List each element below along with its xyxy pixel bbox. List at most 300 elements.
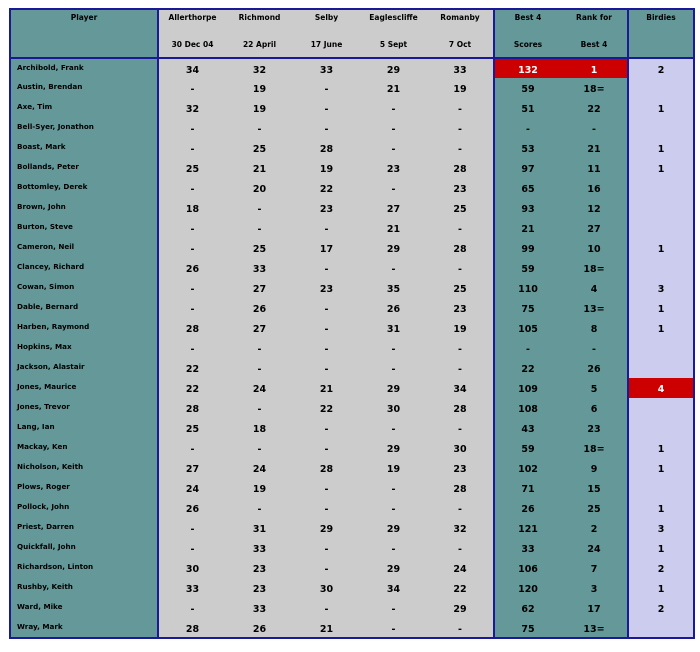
- birdies-count: 1: [628, 498, 694, 518]
- player-name: Ward, Mike: [10, 598, 158, 618]
- best4-score: 33: [494, 538, 561, 558]
- event-score: 23: [427, 178, 494, 198]
- event-score: 28: [158, 618, 226, 638]
- event-score: -: [226, 358, 293, 378]
- player-name: Priest, Darren: [10, 518, 158, 538]
- best4-score: 110: [494, 278, 561, 298]
- player-name: Jones, Trevor: [10, 398, 158, 418]
- table-row: [10, 338, 694, 358]
- event-score: -: [427, 138, 494, 158]
- birdies-count: 1: [628, 158, 694, 178]
- best4-score: 43: [494, 418, 561, 438]
- best4-score: 121: [494, 518, 561, 538]
- event-header-date: 5 Sept: [360, 31, 427, 58]
- event-score: -: [158, 598, 226, 618]
- event-score: -: [293, 478, 360, 498]
- event-score: 35: [360, 278, 427, 298]
- event-header-name: Allerthorpe: [158, 9, 226, 31]
- birdies-count: [628, 398, 694, 418]
- event-score: 25: [158, 418, 226, 438]
- best4-score: 22: [494, 358, 561, 378]
- event-header-name: Selby: [293, 9, 360, 31]
- event-score: 23: [427, 298, 494, 318]
- best4-rank: 13=: [561, 298, 628, 318]
- event-score: -: [427, 118, 494, 138]
- player-name: Wray, Mark: [10, 618, 158, 638]
- event-header-date: 7 Oct: [427, 31, 494, 58]
- event-score: 27: [360, 198, 427, 218]
- event-score: 26: [360, 298, 427, 318]
- event-score: -: [427, 498, 494, 518]
- birdies-count: 3: [628, 518, 694, 538]
- birdies-count: 1: [628, 438, 694, 458]
- event-score: 29: [360, 438, 427, 458]
- best4-score: 108: [494, 398, 561, 418]
- best4-rank: 26: [561, 358, 628, 378]
- event-score: -: [226, 498, 293, 518]
- table-row: [10, 578, 694, 598]
- event-score: 28: [158, 318, 226, 338]
- event-score: -: [360, 598, 427, 618]
- birdies-count: [628, 338, 694, 358]
- event-score: -: [360, 358, 427, 378]
- event-score: 22: [427, 578, 494, 598]
- event-score: -: [293, 298, 360, 318]
- event-score: 22: [293, 398, 360, 418]
- birdies-count: 1: [628, 238, 694, 258]
- player-name: Pollock, John: [10, 498, 158, 518]
- best4-rank: 22: [561, 98, 628, 118]
- player-name: Bollands, Peter: [10, 158, 158, 178]
- header-row-bottom: [10, 31, 694, 58]
- best4-score: 21: [494, 218, 561, 238]
- event-score: -: [226, 338, 293, 358]
- event-header-name: Romanby: [427, 9, 494, 31]
- event-score: -: [158, 538, 226, 558]
- event-score: 32: [226, 58, 293, 78]
- event-score: -: [427, 618, 494, 638]
- best4-score: 71: [494, 478, 561, 498]
- birdies-count: 2: [628, 558, 694, 578]
- best4-score: 75: [494, 298, 561, 318]
- table-row: [10, 478, 694, 498]
- birdies-count: [628, 218, 694, 238]
- event-score: -: [158, 438, 226, 458]
- event-score: -: [158, 278, 226, 298]
- best4-score: 75: [494, 618, 561, 638]
- scores-table-body: [10, 58, 694, 638]
- event-score: -: [226, 398, 293, 418]
- event-score: 33: [226, 598, 293, 618]
- event-score: -: [427, 538, 494, 558]
- event-score: 32: [427, 518, 494, 538]
- event-score: -: [360, 338, 427, 358]
- event-score: -: [360, 118, 427, 138]
- player-header: Player: [10, 9, 158, 31]
- player-name: Rushby, Keith: [10, 578, 158, 598]
- event-score: 29: [360, 238, 427, 258]
- event-score: 22: [158, 378, 226, 398]
- birdies-count: 1: [628, 138, 694, 158]
- best4-score: 59: [494, 258, 561, 278]
- table-row: [10, 518, 694, 538]
- event-score: -: [293, 358, 360, 378]
- event-score: -: [293, 438, 360, 458]
- player-name: Cameron, Neil: [10, 238, 158, 258]
- event-score: -: [158, 518, 226, 538]
- event-score: -: [158, 238, 226, 258]
- event-score: 27: [158, 458, 226, 478]
- event-score: 26: [158, 258, 226, 278]
- table-row: [10, 158, 694, 178]
- best4-rank: 18=: [561, 258, 628, 278]
- table-row: [10, 598, 694, 618]
- event-header-name: Richmond: [226, 9, 293, 31]
- event-score: 19: [360, 458, 427, 478]
- table-row: [10, 558, 694, 578]
- player-name: Cowan, Simon: [10, 278, 158, 298]
- event-score: 29: [360, 558, 427, 578]
- event-score: 26: [226, 618, 293, 638]
- event-header-name: Eaglescliffe: [360, 9, 427, 31]
- table-row: [10, 98, 694, 118]
- player-name: Archibold, Frank: [10, 58, 158, 78]
- event-score: 24: [158, 478, 226, 498]
- player-header-spacer: [10, 31, 158, 58]
- event-score: 24: [226, 458, 293, 478]
- birdies-count: [628, 478, 694, 498]
- event-score: -: [158, 298, 226, 318]
- table-row: [10, 438, 694, 458]
- event-score: -: [360, 178, 427, 198]
- best4-rank: 21: [561, 138, 628, 158]
- event-score: -: [293, 418, 360, 438]
- event-score: -: [427, 98, 494, 118]
- event-score: 34: [427, 378, 494, 398]
- event-score: -: [427, 358, 494, 378]
- birdies-count: 2: [628, 58, 694, 78]
- event-score: 21: [293, 378, 360, 398]
- best4-score: 99: [494, 238, 561, 258]
- event-score: 22: [293, 178, 360, 198]
- best4-rank: 15: [561, 478, 628, 498]
- best4-score: 62: [494, 598, 561, 618]
- best4-rank: 2: [561, 518, 628, 538]
- scores-table-wrapper: [9, 8, 695, 639]
- event-score: -: [293, 218, 360, 238]
- event-score: -: [360, 478, 427, 498]
- event-score: -: [293, 258, 360, 278]
- player-name: Boast, Mark: [10, 138, 158, 158]
- event-score: -: [360, 618, 427, 638]
- best4-score: 102: [494, 458, 561, 478]
- event-score: 26: [158, 498, 226, 518]
- event-score: -: [158, 118, 226, 138]
- table-row: [10, 498, 694, 518]
- birdies-count: 1: [628, 458, 694, 478]
- best4-rank: 18=: [561, 438, 628, 458]
- best4-score: 59: [494, 438, 561, 458]
- best4-rank: 10: [561, 238, 628, 258]
- event-score: 29: [360, 518, 427, 538]
- event-score: -: [427, 258, 494, 278]
- event-score: -: [158, 218, 226, 238]
- event-score: 24: [427, 558, 494, 578]
- event-score: -: [427, 218, 494, 238]
- event-score: 30: [293, 578, 360, 598]
- best4-score: 59: [494, 78, 561, 98]
- event-score: -: [360, 538, 427, 558]
- event-score: 19: [226, 78, 293, 98]
- best4-score: 120: [494, 578, 561, 598]
- event-score: 21: [293, 618, 360, 638]
- table-row: [10, 458, 694, 478]
- event-score: 28: [293, 458, 360, 478]
- event-score: 27: [226, 318, 293, 338]
- birdies-count: 2: [628, 598, 694, 618]
- best4-score: -: [494, 118, 561, 138]
- best4-rank: 16: [561, 178, 628, 198]
- event-score: -: [360, 498, 427, 518]
- event-score: 30: [360, 398, 427, 418]
- player-name: Austin, Brendan: [10, 78, 158, 98]
- table-row: [10, 218, 694, 238]
- best4-rank: 9: [561, 458, 628, 478]
- birdies-count: 1: [628, 538, 694, 558]
- birdies-header: Birdies: [628, 9, 694, 31]
- best4-rank: -: [561, 118, 628, 138]
- event-score: -: [293, 498, 360, 518]
- birdies-count: [628, 78, 694, 98]
- event-score: 23: [293, 278, 360, 298]
- event-score: 31: [226, 518, 293, 538]
- best4-score: 53: [494, 138, 561, 158]
- event-score: 28: [158, 398, 226, 418]
- birdies-count: [628, 418, 694, 438]
- player-name: Nicholson, Keith: [10, 458, 158, 478]
- birdies-count: [628, 618, 694, 638]
- event-score: 30: [158, 558, 226, 578]
- best4-score: 26: [494, 498, 561, 518]
- player-name: Bell-Syer, Jonathon: [10, 118, 158, 138]
- event-score: -: [226, 218, 293, 238]
- event-score: -: [360, 138, 427, 158]
- table-row: [10, 58, 694, 78]
- event-score: -: [293, 338, 360, 358]
- rank-header-bottom: Best 4: [561, 31, 628, 58]
- best4-score: 51: [494, 98, 561, 118]
- event-score: -: [226, 438, 293, 458]
- player-name: Lang, Ian: [10, 418, 158, 438]
- best4-rank: -: [561, 338, 628, 358]
- birdies-count: 1: [628, 98, 694, 118]
- birdies-count-highlighted: 4: [628, 378, 694, 398]
- table-row: [10, 618, 694, 638]
- event-score: 23: [360, 158, 427, 178]
- event-score: -: [226, 118, 293, 138]
- event-score: 30: [427, 438, 494, 458]
- birdies-count: 3: [628, 278, 694, 298]
- table-row: [10, 418, 694, 438]
- table-row: [10, 178, 694, 198]
- best4-rank: 6: [561, 398, 628, 418]
- event-score: -: [360, 258, 427, 278]
- best4-score: 97: [494, 158, 561, 178]
- event-header-date: 17 June: [293, 31, 360, 58]
- table-row: [10, 238, 694, 258]
- event-score: 29: [427, 598, 494, 618]
- table-row: [10, 398, 694, 418]
- table-row: [10, 378, 694, 398]
- table-row: [10, 78, 694, 98]
- birdies-count: 1: [628, 318, 694, 338]
- birdies-count: [628, 118, 694, 138]
- event-score: 21: [226, 158, 293, 178]
- player-name: Mackay, Ken: [10, 438, 158, 458]
- event-score: 34: [360, 578, 427, 598]
- event-score: 33: [293, 58, 360, 78]
- event-score: 19: [226, 98, 293, 118]
- player-name: Bottomley, Derek: [10, 178, 158, 198]
- event-header-date: 30 Dec 04: [158, 31, 226, 58]
- event-score: 29: [293, 518, 360, 538]
- event-score: 28: [427, 158, 494, 178]
- event-score: -: [293, 558, 360, 578]
- event-score: 20: [226, 178, 293, 198]
- best4-score: 93: [494, 198, 561, 218]
- event-score: 23: [427, 458, 494, 478]
- event-score: 25: [427, 198, 494, 218]
- event-score: 31: [360, 318, 427, 338]
- best4-rank: 18=: [561, 78, 628, 98]
- event-score: -: [226, 198, 293, 218]
- table-row: [10, 538, 694, 558]
- event-score: 33: [226, 258, 293, 278]
- birdies-count: [628, 258, 694, 278]
- event-score: 22: [158, 358, 226, 378]
- best4-rank: 4: [561, 278, 628, 298]
- event-score: 19: [427, 78, 494, 98]
- event-score: 28: [427, 238, 494, 258]
- event-score: 28: [427, 398, 494, 418]
- event-score: -: [158, 338, 226, 358]
- event-score: -: [293, 538, 360, 558]
- event-score: -: [293, 78, 360, 98]
- player-name: Quickfall, John: [10, 538, 158, 558]
- birdies-header-spacer: [628, 31, 694, 58]
- event-score: 29: [360, 378, 427, 398]
- best4-rank-highlighted: 1: [561, 58, 628, 78]
- table-row: [10, 118, 694, 138]
- best4-rank: 8: [561, 318, 628, 338]
- birdies-count: [628, 198, 694, 218]
- best4-score: 106: [494, 558, 561, 578]
- player-name: Richardson, Linton: [10, 558, 158, 578]
- event-score: -: [158, 138, 226, 158]
- event-score: 28: [427, 478, 494, 498]
- event-score: -: [360, 418, 427, 438]
- event-score: 33: [427, 58, 494, 78]
- birdies-count: [628, 178, 694, 198]
- table-row: [10, 298, 694, 318]
- table-row: [10, 358, 694, 378]
- player-name: Dable, Bernard: [10, 298, 158, 318]
- birdies-count: 1: [628, 578, 694, 598]
- event-score: -: [427, 338, 494, 358]
- event-score: -: [293, 598, 360, 618]
- birdies-count: [628, 358, 694, 378]
- event-score: 21: [360, 218, 427, 238]
- event-score: 26: [226, 298, 293, 318]
- event-score: -: [293, 318, 360, 338]
- table-row: [10, 318, 694, 338]
- player-name: Harben, Raymond: [10, 318, 158, 338]
- best4-header-top: Best 4: [494, 9, 561, 31]
- event-score: 25: [427, 278, 494, 298]
- player-name: Jackson, Alastair: [10, 358, 158, 378]
- player-name: Clancey, Richard: [10, 258, 158, 278]
- birdies-count: 1: [628, 298, 694, 318]
- event-score: -: [158, 78, 226, 98]
- event-score: 25: [158, 158, 226, 178]
- event-score: 19: [427, 318, 494, 338]
- event-score: 34: [158, 58, 226, 78]
- player-name: Plows, Roger: [10, 478, 158, 498]
- event-score: 17: [293, 238, 360, 258]
- table-row: [10, 198, 694, 218]
- best4-rank: 11: [561, 158, 628, 178]
- event-score: 24: [226, 378, 293, 398]
- event-score: 23: [293, 198, 360, 218]
- best4-rank: 3: [561, 578, 628, 598]
- table-row: [10, 258, 694, 278]
- best4-score: 105: [494, 318, 561, 338]
- best4-score: 65: [494, 178, 561, 198]
- event-score: 25: [226, 238, 293, 258]
- best4-score: 109: [494, 378, 561, 398]
- rank-header-top: Rank for: [561, 9, 628, 31]
- scores-table: [9, 8, 695, 639]
- best4-rank: 17: [561, 598, 628, 618]
- event-score: 29: [360, 58, 427, 78]
- event-score: -: [293, 98, 360, 118]
- best4-rank: 27: [561, 218, 628, 238]
- event-score: 21: [360, 78, 427, 98]
- event-score: 33: [158, 578, 226, 598]
- event-score: -: [360, 98, 427, 118]
- player-name: Burton, Steve: [10, 218, 158, 238]
- event-header-date: 22 April: [226, 31, 293, 58]
- event-score: 23: [226, 558, 293, 578]
- best4-score: -: [494, 338, 561, 358]
- event-score: 33: [226, 538, 293, 558]
- event-score: 27: [226, 278, 293, 298]
- best4-rank: 12: [561, 198, 628, 218]
- event-score: -: [158, 178, 226, 198]
- event-score: 28: [293, 138, 360, 158]
- event-score: 25: [226, 138, 293, 158]
- best4-rank: 7: [561, 558, 628, 578]
- best4-score-highlighted: 132: [494, 58, 561, 78]
- event-score: 19: [293, 158, 360, 178]
- header-row-top: [10, 9, 694, 31]
- best4-rank: 25: [561, 498, 628, 518]
- best4-header-bottom: Scores: [494, 31, 561, 58]
- table-row: [10, 278, 694, 298]
- event-score: 32: [158, 98, 226, 118]
- event-score: -: [427, 418, 494, 438]
- player-name: Axe, Tim: [10, 98, 158, 118]
